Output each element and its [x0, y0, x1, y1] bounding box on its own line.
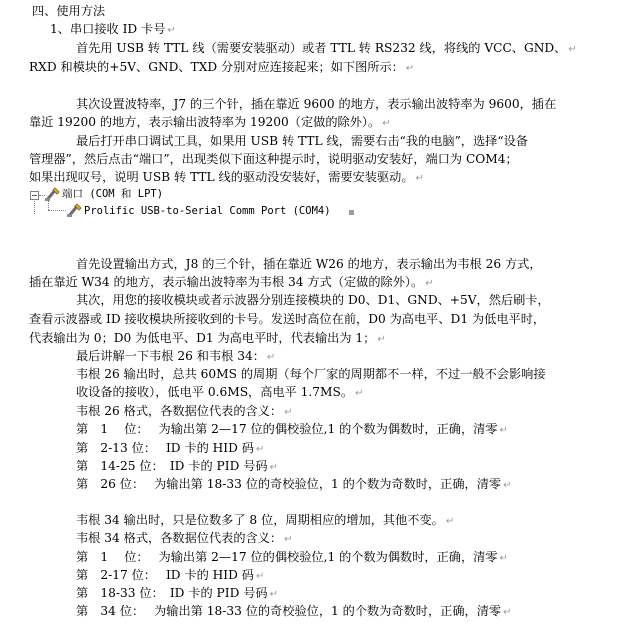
text-line: 第 2-17 位： ID 卡的 HID 码	[76, 568, 254, 582]
collapse-toggle-icon[interactable]: −	[31, 191, 38, 200]
bit-definition-line	[76, 567, 264, 585]
paragraph-mark-icon: ↵	[499, 553, 508, 564]
device-manager-tree	[30, 186, 390, 222]
paragraph-line	[76, 512, 454, 530]
paragraph-line	[29, 59, 414, 77]
bit-definition-line	[76, 440, 264, 458]
paragraph-mark-icon: ↵	[284, 534, 293, 545]
bit-definition-line	[76, 585, 278, 603]
text-line: 首先设置输出方式，J8 的三个针，插在靠近 W26 的地方，表示输出为韦根 26 方式，	[76, 257, 542, 271]
paragraph-mark-icon: ↵	[255, 444, 265, 455]
text-line: 第 1 位： 为输出第 2—17 位的偶校验位,1 的个数为偶数时，正确，清零	[76, 422, 498, 436]
paragraph-mark-icon: ↵	[269, 462, 278, 473]
paragraph-line	[76, 40, 577, 58]
text-line: 其次设置波特率，J7 的三个针，插在靠近 9600 的地方，表示输出波特率为 9600，插在	[76, 97, 557, 111]
text-line: 靠近 19200 的地方，表示输出波特率为 19200（定做的除外）。	[29, 115, 381, 129]
text-line: 最后打开串口调试工具，如果用 USB 转 TTL 线，需要右击“我的电脑”，选择“设备	[76, 134, 528, 148]
text-line: 韦根 26 格式，各数据位代表的含义：	[76, 404, 283, 418]
text-line: 第 34 位： 为输出第 18-33 位的奇校验位，1 的个数为奇数时，正确，清零	[76, 604, 502, 618]
tree-connector	[48, 200, 49, 210]
text-line: 查看示波器或 ID 接收模块所接收到的卡号。发送时高位在前，D0 为高电平、D1 为低电平时，	[29, 312, 546, 326]
paragraph-line	[29, 151, 518, 167]
text-line: 第 18-33 位： ID 卡的 PID 号码	[76, 586, 268, 600]
bit-definition-line	[76, 476, 512, 494]
paragraph-line	[29, 169, 424, 187]
paragraph-line	[76, 403, 292, 421]
paragraph-line	[76, 133, 528, 149]
text-line: 如果出现叹号，说明 USB 转 TTL 线的驱动没安装好，需要安装驱动。	[29, 170, 414, 184]
text-line: 第 14-25 位： ID 卡的 PID 号码	[76, 459, 268, 473]
paragraph-mark-icon: ↵	[445, 516, 455, 527]
text-line: 插在靠近 W34 的地方，表示输出波特率为韦根 34 方式（定做的除外）。	[29, 275, 424, 289]
paragraph-mark-icon: ↵	[167, 25, 176, 36]
paragraph-line	[29, 311, 545, 327]
paragraph-line	[76, 348, 275, 366]
text-line: 第 2-13 位： ID 卡的 HID 码	[76, 441, 254, 455]
paragraph-mark-icon: ↵	[503, 480, 512, 491]
paragraph-line	[29, 114, 391, 132]
text-line: RXD 和模块的+5V、GND、TXD 分别对应连接起来；如下图所示：	[29, 60, 404, 74]
bit-definition-line	[76, 421, 508, 439]
text-line: 第 26 位： 为输出第 18-33 位的奇校验位，1 的个数为奇数时，正确，清零	[76, 477, 502, 491]
paragraph-mark-icon: ↵	[405, 63, 415, 74]
text-line: 1、串口接收 ID 卡号	[50, 22, 166, 36]
paragraph-mark-icon: ↵	[284, 407, 293, 418]
paragraph-mark-icon: ▪	[348, 207, 355, 218]
text-line: 首先用 USB 转 TTL 线（需要安装驱动）或者 TTL 转 RS232 线，将线的 VCC、GND、	[76, 41, 567, 55]
paragraph-line	[76, 366, 546, 382]
text-line: 四、使用方法	[32, 4, 106, 18]
tree-connector	[34, 199, 35, 214]
paragraph-mark-icon: ↵	[266, 352, 276, 363]
tree-connector	[48, 210, 66, 211]
paragraph-line	[76, 96, 556, 112]
paragraph-mark-icon: ↵	[269, 589, 278, 600]
paragraph-line	[76, 292, 550, 308]
text-line: 第 1 位： 为输出第 2—17 位的偶校验位,1 的个数为偶数时，正确，清零	[76, 550, 498, 564]
bit-definition-line	[76, 458, 278, 476]
bit-definition-line	[76, 603, 512, 621]
tree-child-label[interactable]: Prolific USB-to-Serial Comm Port (COM4)	[84, 205, 331, 217]
text-line: 代表输出为 0；D0 为低电平、D1 为高电平时，代表输出为 1；	[29, 331, 376, 345]
text-line: 收设备的接收），低电平 0.6MS，高电平 1.7MS。	[76, 385, 354, 399]
text-line: 其次，用您的接收模块或者示波器分别连接模块的 D0、D1、GND、+5V，然后刷卡，	[76, 293, 550, 307]
paragraph-line	[76, 530, 292, 548]
usb-serial-icon	[66, 203, 82, 218]
paragraph-mark-icon: ↵	[415, 173, 424, 184]
paragraph-mark-icon: ↵	[568, 44, 577, 55]
paragraph-line	[76, 384, 363, 402]
paragraph-mark-icon: ↵	[382, 118, 391, 129]
paragraph-mark-icon: ↵	[355, 388, 364, 399]
paragraph-mark-icon: ↵	[425, 278, 434, 289]
text-line: 管理器”，然后点击“端口”，出现类似下面这种提示时，说明驱动安装好，端口为 COM4；	[29, 152, 518, 166]
tree-parent-label[interactable]: 端口 (COM 和 LPT)	[62, 188, 164, 200]
port-icon	[44, 187, 60, 202]
paragraph-mark-icon: ↵	[503, 607, 512, 618]
section-heading	[32, 3, 105, 19]
text-line: 最后讲解一下韦根 26 和韦根 34：	[76, 349, 265, 363]
paragraph-line	[29, 274, 434, 292]
text-line: 韦根 34 输出时，只是位数多了 8 位，周期相应的增加，其他不变。	[76, 513, 444, 527]
bit-definition-line	[76, 549, 508, 567]
text-line: 韦根 26 输出时，总共 60MS 的周期（每个厂家的周期都不一样，不过一般不会影响接	[76, 367, 546, 381]
text-line: 韦根 34 格式，各数据位代表的含义：	[76, 531, 283, 545]
paragraph-mark-icon: ↵	[499, 425, 508, 436]
paragraph-mark-icon: ↵	[377, 334, 386, 345]
paragraph-mark-icon: ↵	[255, 571, 265, 582]
paragraph-line	[29, 330, 386, 348]
paragraph-line	[76, 256, 542, 272]
subsection-heading	[50, 21, 176, 39]
